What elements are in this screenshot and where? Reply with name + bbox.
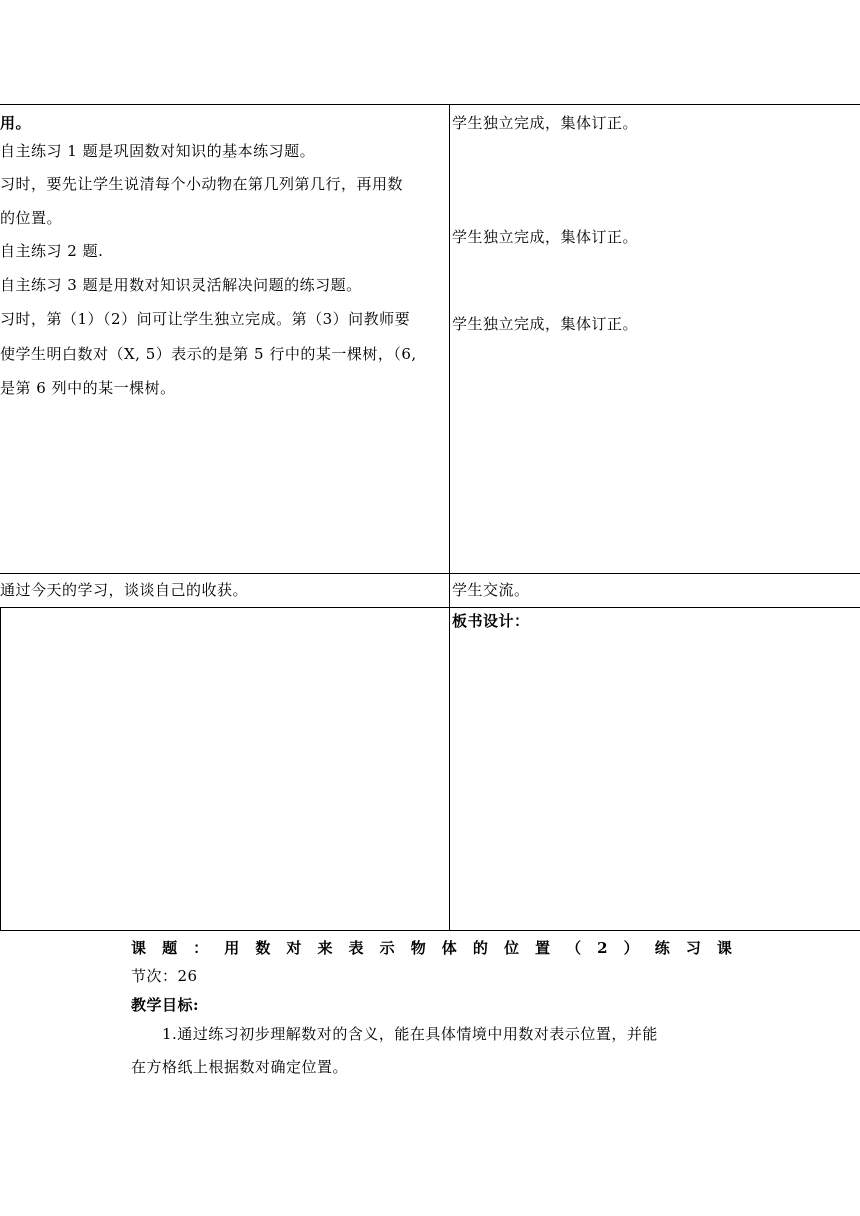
left-cell-line: 的位置。 — [0, 209, 63, 227]
title-char: 用 — [224, 939, 240, 957]
left-cell-line: 自主练习 1 题是巩固数对知识的基本练习题。 — [0, 142, 316, 160]
title-char: ） — [623, 939, 639, 957]
title-char: 物 — [410, 939, 426, 957]
title-char: 习 — [685, 939, 701, 957]
section-heading: 用。 — [0, 114, 32, 132]
title-char: 题 — [162, 939, 178, 957]
table-column-divider — [449, 104, 450, 931]
table-bottom-border — [0, 930, 860, 931]
table-row-divider — [0, 573, 860, 574]
table-row-divider — [0, 607, 860, 608]
student-activity-note: 学生独立完成，集体订正。 — [452, 228, 639, 246]
table-left-border — [0, 607, 1, 931]
left-cell-line: 使学生明白数对（X, 5）表示的是第 5 行中的某一棵树，（6, — [0, 345, 417, 363]
board-design-label: 板书设计： — [452, 612, 530, 630]
title-char: 课 — [131, 939, 147, 957]
student-activity-note: 学生独立完成，集体订正。 — [452, 315, 639, 333]
title-char: 表 — [348, 939, 364, 957]
objectives-heading: 教学目标: — [131, 996, 200, 1014]
title-char: 置 — [535, 939, 551, 957]
lesson-title — [131, 937, 732, 959]
left-cell-line: 自主练习 2 题. — [0, 242, 104, 260]
title-char: 课 — [716, 939, 732, 957]
left-cell-line: 是第 6 列中的某一棵树。 — [0, 379, 176, 397]
left-cell-line: 自主练习 3 题是用数对知识灵活解决问题的练习题。 — [0, 276, 362, 294]
title-char: ： — [193, 939, 209, 957]
title-char: 的 — [472, 939, 488, 957]
title-char: 数 — [255, 939, 271, 957]
title-char: 位 — [503, 939, 519, 957]
title-char: 对 — [286, 939, 302, 957]
summary-prompt: 通过今天的学习，谈谈自己的收获。 — [0, 581, 249, 599]
title-char: 示 — [379, 939, 395, 957]
objective-line: 1.通过练习初步理解数对的含义，能在具体情境中用数对表示位置，并能 — [162, 1025, 658, 1043]
title-char: （ — [566, 939, 582, 957]
lesson-period: 节次：26 — [131, 967, 198, 985]
title-char: 来 — [317, 939, 333, 957]
title-char: 体 — [441, 939, 457, 957]
left-cell-line: 习时，第（1）（2）问可让学生独立完成。第（3）问教师要 — [0, 310, 411, 328]
table-top-border — [0, 104, 860, 105]
title-char: 练 — [654, 939, 670, 957]
student-activity-note: 学生独立完成，集体订正。 — [452, 114, 639, 132]
left-cell-line: 习时，要先让学生说清每个小动物在第几列第几行，再用数 — [0, 175, 404, 193]
objective-line: 在方格纸上根据数对确定位置。 — [131, 1058, 349, 1076]
summary-student-activity: 学生交流。 — [452, 581, 530, 599]
title-char: 2 — [597, 939, 608, 957]
